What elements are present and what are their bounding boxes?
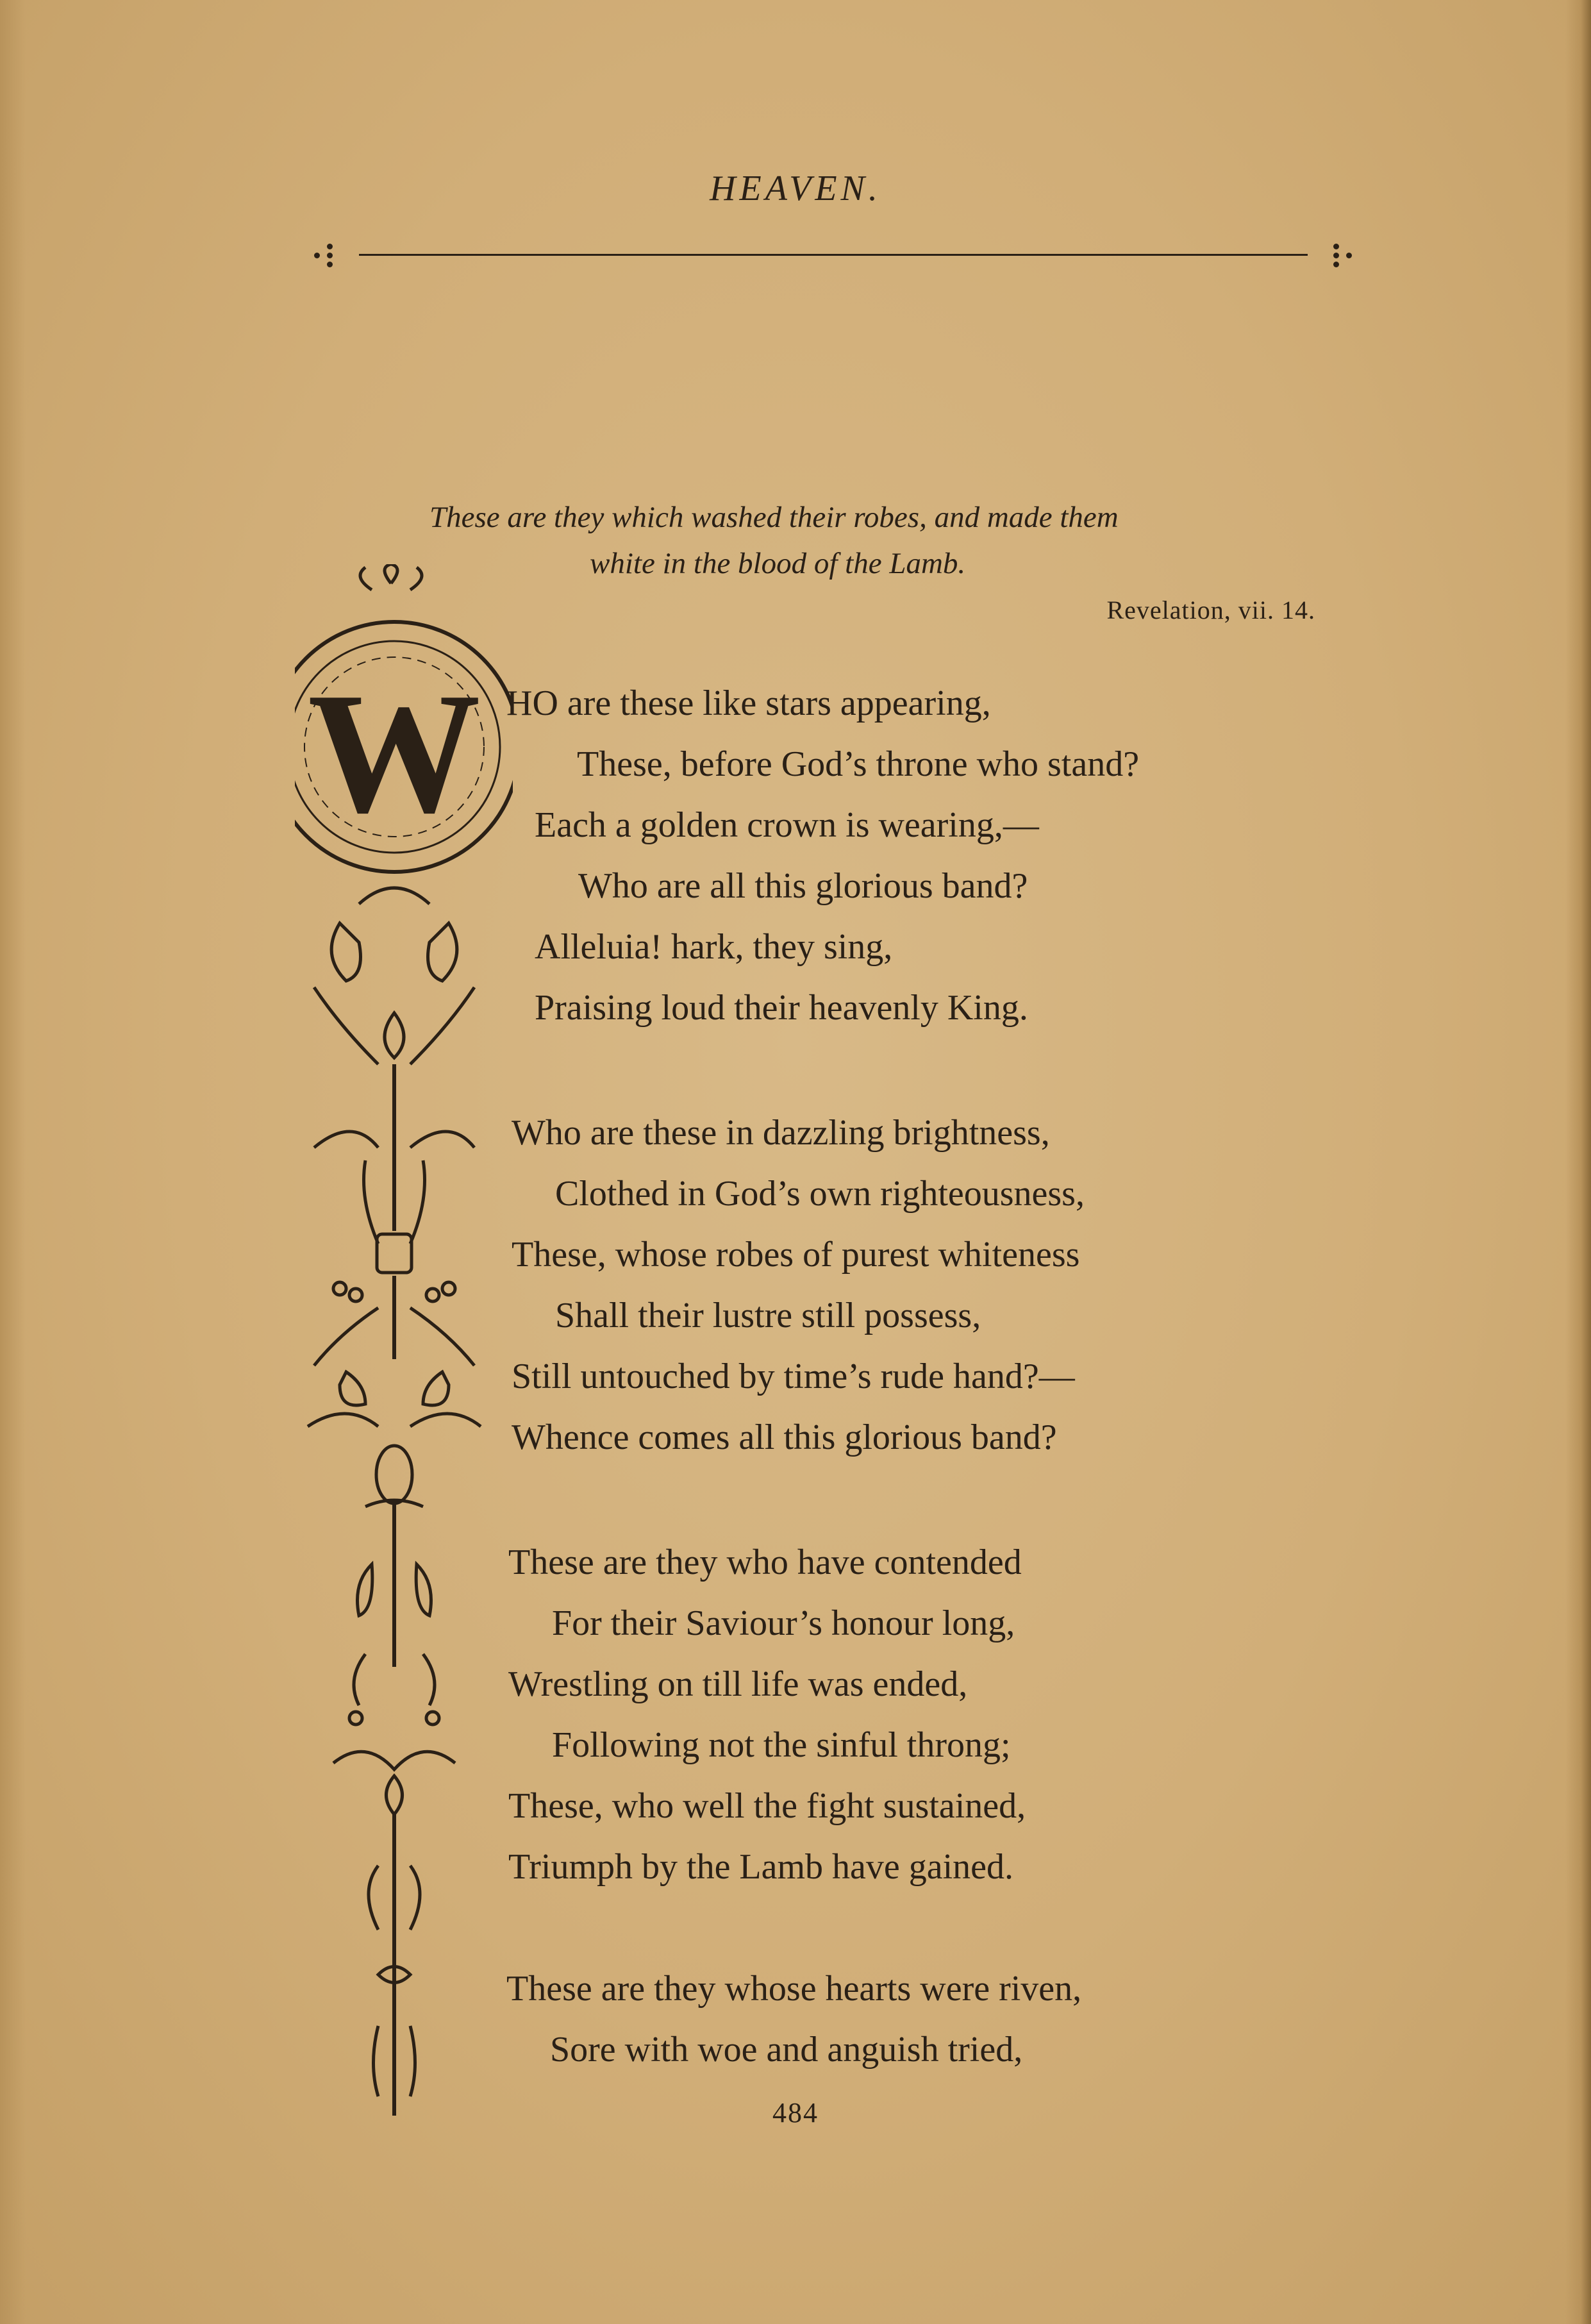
verse-line: Praising loud their heavenly King. (535, 988, 1028, 1028)
verse-line: Who are all this glorious band? (578, 866, 1028, 906)
stanza-4 (506, 1959, 1081, 2080)
verse-line: These are they whose hearts were riven, (506, 1969, 1082, 2009)
verse-line: These, whose robes of purest whiteness (512, 1235, 1080, 1275)
epigraph-line-2: white in the blood of the Lamb. (590, 547, 966, 580)
verse-line: Clothed in God’s own righteousness, (555, 1174, 1085, 1214)
verse-line: Triumph by the Lamb have gained. (508, 1847, 1014, 1887)
verse-line: These, before God’s throne who stand? (577, 744, 1140, 784)
stanza-2 (512, 1103, 1085, 1468)
header-rule (308, 231, 1359, 269)
verse-line: Sore with woe and anguish tried, (550, 2030, 1023, 2069)
stanza-1 (506, 673, 1139, 1039)
rule-line (359, 254, 1308, 256)
running-head: HEAVEN. (710, 169, 881, 208)
epigraph-line-1: These are they which washed their robes, and made them (429, 501, 1119, 534)
verse-line: HO are these like stars appearing, (506, 683, 991, 723)
verse-line: Alleluia! hark, they sing, (535, 927, 893, 967)
page-edge-right (1565, 0, 1591, 2324)
verse-line: Wrestling on till life was ended, (508, 1664, 968, 1704)
verse-line: Following not the sinful throng; (552, 1725, 1011, 1765)
verse-line: Still untouched by time’s rude hand?— (512, 1357, 1075, 1396)
verse-line: Each a golden crown is wearing,— (535, 805, 1039, 845)
verse-line: Who are these in dazzling brightness, (512, 1113, 1050, 1153)
verse-line: Whence comes all this glorious band? (512, 1417, 1057, 1457)
stanza-3 (508, 1532, 1026, 1898)
verse-line: Shall their lustre still possess, (555, 1296, 981, 1335)
verse-line: These, who well the fight sustained, (508, 1786, 1026, 1826)
page-edge-left (0, 0, 26, 2324)
verse-line: These are they who have contended (508, 1542, 1022, 1582)
drop-cap-ornament (295, 564, 513, 2135)
drop-cap-letter: W (308, 657, 481, 849)
verse-line: For their Saviour’s honour long, (552, 1603, 1015, 1643)
rule-dots-right (1320, 237, 1359, 276)
epigraph-citation: Revelation, vii. 14. (1106, 596, 1315, 624)
rule-dots-left (308, 237, 346, 276)
page-number: 484 (772, 2097, 819, 2128)
